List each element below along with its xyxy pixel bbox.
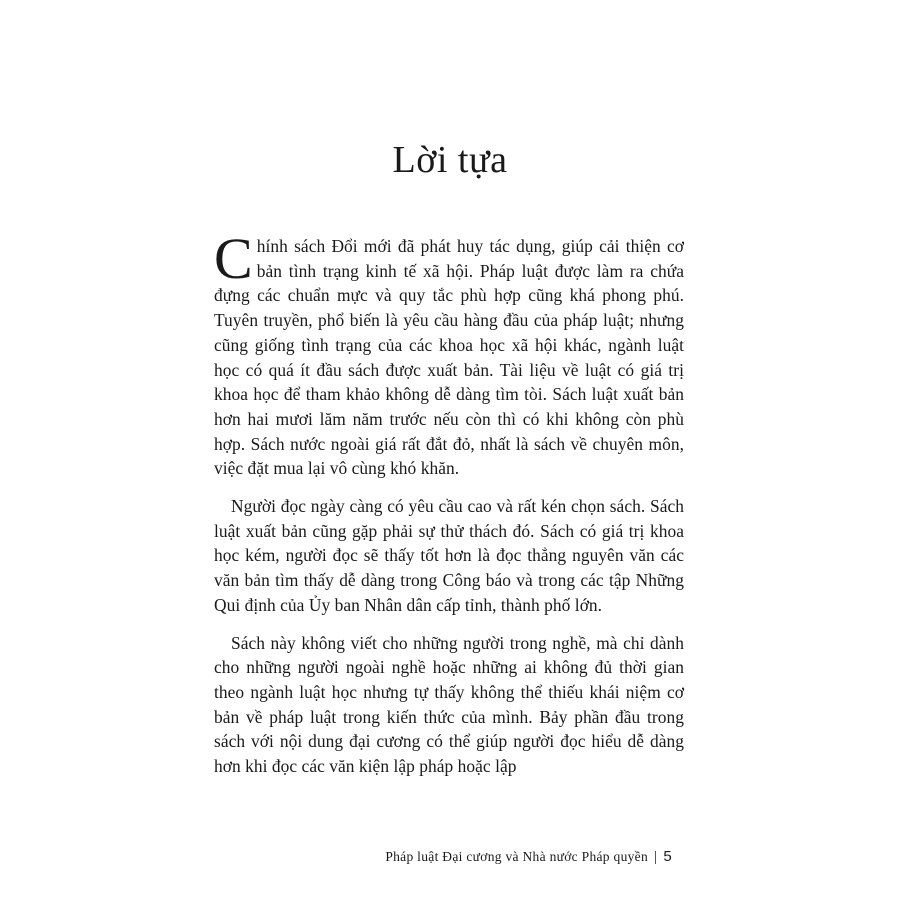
- paragraph-3: Sách này không viết cho những người trong nghề, mà chỉ dành cho những người ngoài nghề hoặc những ai không đủ thời gian theo ngành luật học nhưng tự thấy không thể thiếu khái niệm cơ bản về pháp luật trong kiến thức của mình. Bảy phần đầu trong sách với nội dung đại cương có thể giúp người đọc hiểu dễ dàng hơn khi đọc các văn kiện lập pháp hoặc lập: [214, 632, 684, 777]
- drop-cap: C: [214, 226, 253, 291]
- paragraph-2: Người đọc ngày càng có yêu cầu cao và rất kén chọn sách. Sách luật xuất bản cũng gặp phải sự thử thách đó. Sách có giá trị khoa học kém, người đọc sẽ thấy tốt hơn là đọc thẳng nguyên văn các văn bản tìm thấy dễ dàng trong Công báo và trong các tập Những Qui định của Ủy ban Nhân dân cấp tỉnh, thành phố lớn.: [214, 496, 684, 615]
- footer-book-title: Pháp luật Đại cương và Nhà nước Pháp quyền: [385, 849, 649, 864]
- footer-separator: |: [654, 849, 658, 865]
- running-footer: [0, 848, 672, 866]
- paragraph-1-text: hính sách Đổi mới đã phát huy tác dụng, giúp cải thiện cơ bản tình trạng kinh tế xã hội. Pháp luật được làm ra chứa đựng các chuẩn mực và quy tắc phù hợp cũng khá phong phú. Tuyên truyền, phổ biến là yêu cầu hàng đầu của pháp luật; nhưng cũng giống tình trạng của các khoa học xã hội khác, ngành luật học có quá ít đầu sách được xuất bản. Tài liệu về luật có giá trị khoa học để tham khảo không dễ dàng tìm tòi. Sách luật xuất bản hơn hai mươi lăm năm trước nếu còn thì có khi không còn phù hợp. Sách nước ngoài giá rất đắt đỏ, nhất là sách về chuyên môn, việc đặt mua lại vô cùng khó khăn.: [214, 236, 684, 479]
- page-number: 5: [663, 848, 672, 865]
- paragraph-1: [214, 226, 684, 481]
- body-text: [214, 226, 684, 792]
- page-title: Lời tựa: [392, 139, 508, 181]
